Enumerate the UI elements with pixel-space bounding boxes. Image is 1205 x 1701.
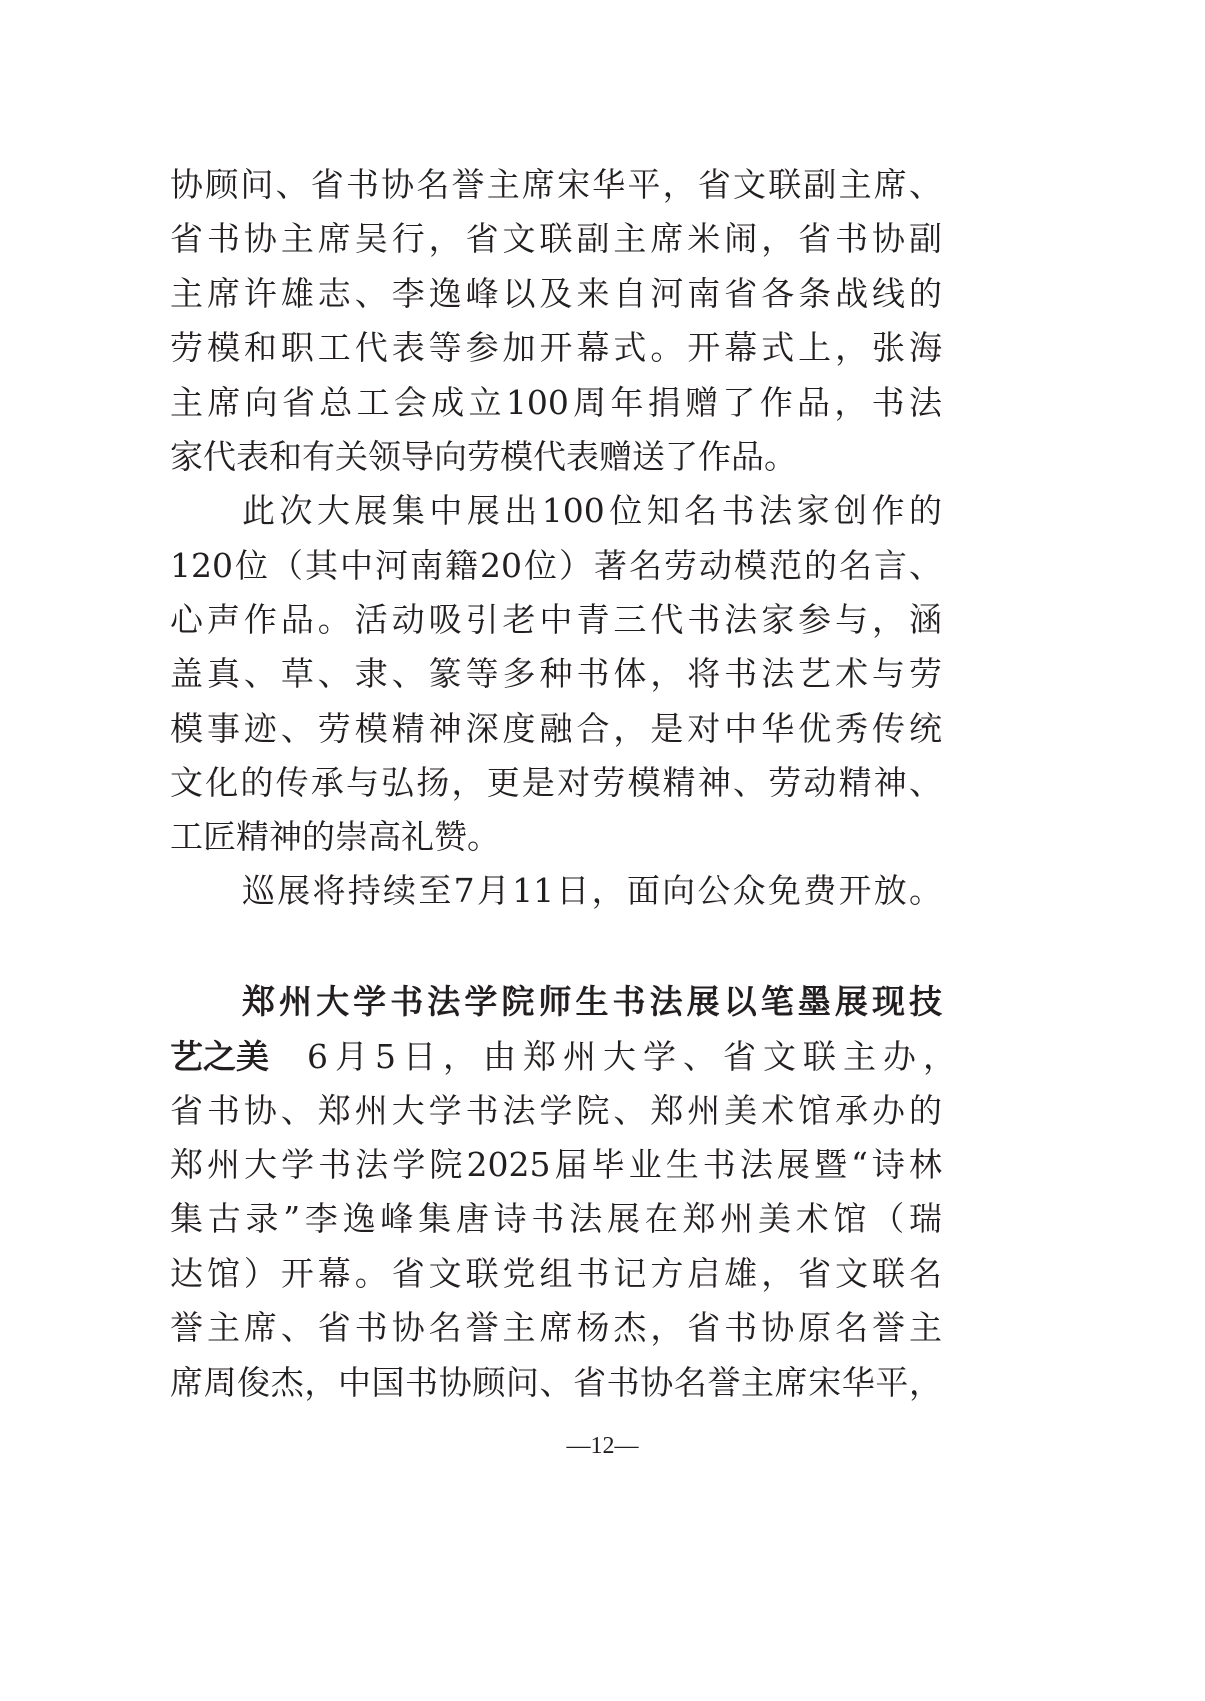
paragraph-line: 省书协、郑州大学书法学院、郑州美术馆承办的 [170, 1091, 942, 1130]
page-number: —12— [566, 1433, 639, 1459]
paragraph-line: 盖真、草、隶、篆等多种书体，将书法艺术与劳 [170, 654, 942, 693]
paragraph-line: 郑州大学书法学院2025届毕业生书法展暨“诗林 [170, 1145, 942, 1184]
paragraph-line: 家代表和有关领导向劳模代表赠送了作品。 [170, 437, 797, 476]
paragraph-line: 工匠精神的崇高礼赞。 [170, 817, 500, 856]
paragraph-line: 誉主席、省书协名誉主席杨杰，省书协原名誉主 [170, 1308, 942, 1347]
paragraph-line: 心声作品。活动吸引老中青三代书法家参与，涵 [170, 600, 942, 639]
paragraph-line: 巡展将持续至7月11日，面向公众免费开放。 [242, 871, 942, 910]
paragraph-line: 协顾问、省书协名誉主席宋华平，省文联副主席、 [170, 165, 942, 204]
section-heading: 郑州大学书法学院师生书法展以笔墨展现技 [242, 982, 942, 1021]
paragraph-line: 模事迹、劳模精神深度融合，是对中华优秀传统 [170, 709, 942, 748]
paragraph-line: 劳模和职工代表等参加开幕式。开幕式上，张海 [170, 328, 942, 367]
paragraph-line: 主席许雄志、李逸峰以及来自河南省各条战线的 [170, 274, 942, 313]
paragraph-line: 主席向省总工会成立100周年捐赠了作品，书法 [170, 383, 942, 422]
section-heading-end: 艺之美 [170, 1037, 269, 1076]
paragraph-line [170, 1030, 963, 1084]
paragraph-line: 此次大展集中展出100位知名书法家创作的 [242, 491, 942, 530]
paragraph-line: 120位（其中河南籍20位）著名劳动模范的名言、 [170, 546, 942, 585]
paragraph-line: 集古录”李逸峰集唐诗书法展在郑州美术馆（瑞 [170, 1199, 942, 1238]
paragraph-line: 席周俊杰，中国书协顾问、省书协名誉主席宋华平， [170, 1363, 942, 1402]
paragraph-line: 文化的传承与弘扬，更是对劳模精神、劳动精神、 [170, 763, 942, 802]
paragraph-text: 6月5日，由郑州大学、省文联主办， [307, 1037, 963, 1076]
paragraph-line: 达馆）开幕。省文联党组书记方启雄，省文联名 [170, 1254, 942, 1293]
paragraph-line: 省书协主席吴行，省文联副主席米闹，省书协副 [170, 219, 942, 258]
